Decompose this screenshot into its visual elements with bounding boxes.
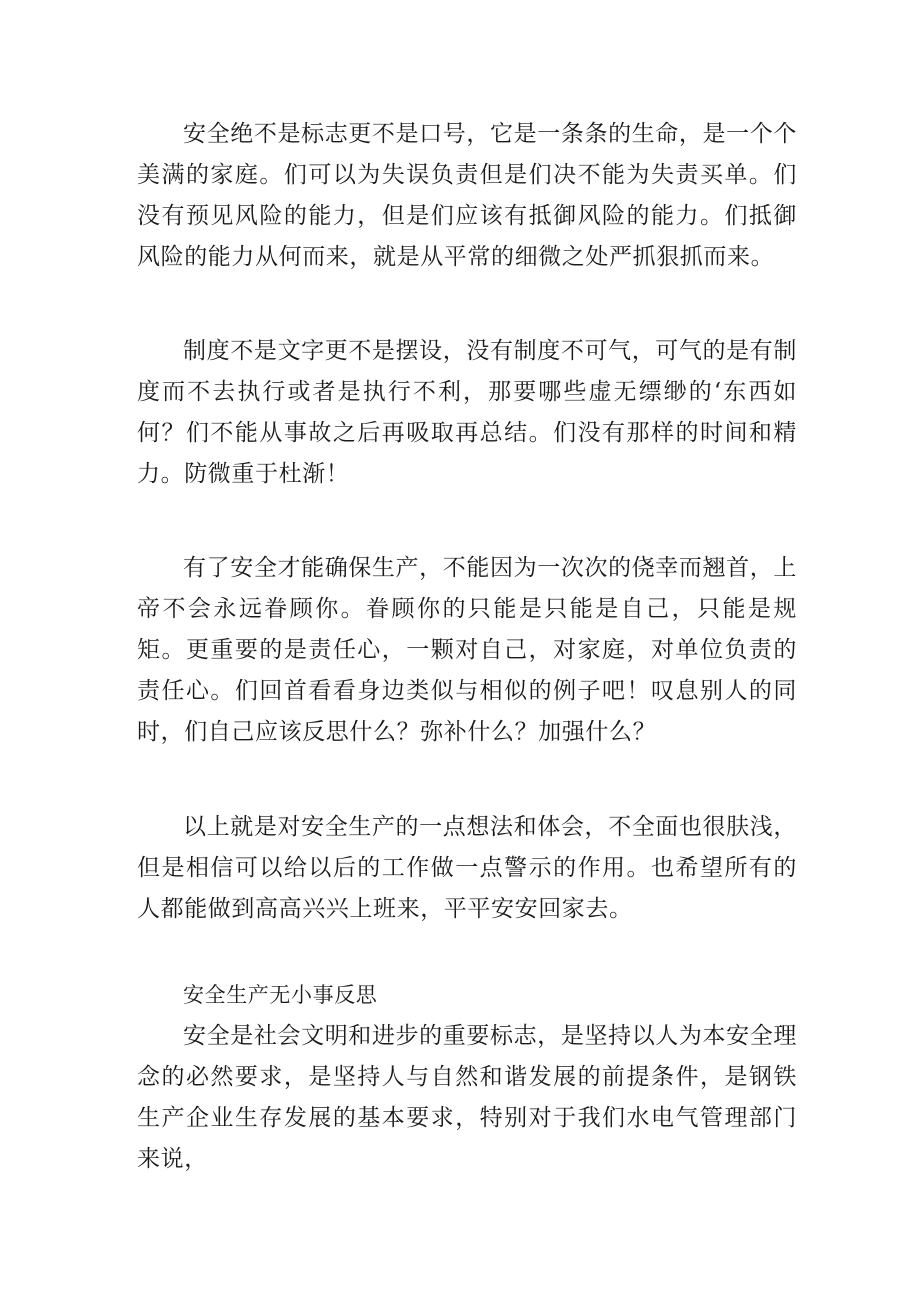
- paragraph-3: 有了安全才能确保生产，不能因为一次次的侥幸而翘首，上帝不会永远眷顾你。眷顾你的只能是只能是自己，只能是规矩。更重要的是责任心，一颗对自己，对家庭，对单位负责的责任心。们回首看看身边类似与相似的例子吧！叹息别人的同时，们自己应该反思什么？弥补什么？加强什么？: [137, 555, 797, 745]
- section-paragraph: 安全是社会文明和进步的重要标志，是坚持以人为本安全理念的必然要求，是坚持人与自然和谐发展的前提条件，是钢铁生产企业生存发展的基本要求，特别对于我们水电气管理部门来说，: [137, 1023, 797, 1172]
- paragraph-1: 安全绝不是标志更不是口号，它是一条条的生命，是一个个美满的家庭。们可以为失误负责但是们决不能为失责买单。们没有预见风险的能力，但是们应该有抵御风险的能力。们抵御风险的能力从何而来，就是从平常的细微之处严抓狠抓而来。: [137, 121, 797, 270]
- section-title: 安全生产无小事反思: [183, 983, 378, 1007]
- paragraph-4: 以上就是对安全生产的一点想法和体会，不全面也很肤浅，但是相信可以给以后的工作做一点警示的作用。也希望所有的人都能做到高高兴兴上班来，平平安安回家去。: [137, 814, 797, 922]
- paragraph-2: 制度不是文字更不是摆设，没有制度不可气，可气的是有制度而不去执行或者是执行不利，那要哪些虚无缥缈的‘东西如何？们不能从事故之后再吸取再总结。们没有那样的时间和精力。防微重于杜渐！: [137, 338, 797, 487]
